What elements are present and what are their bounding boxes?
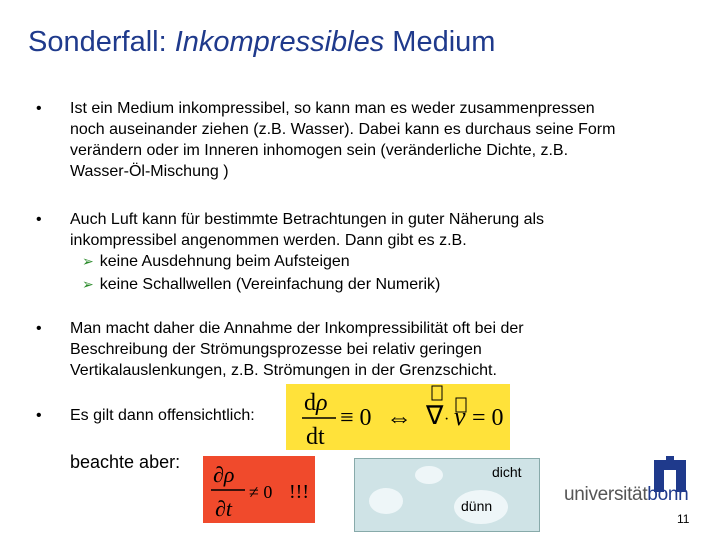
page-number: 11 <box>677 512 690 526</box>
bullet-marker: • <box>36 100 42 117</box>
formula-eq: = 0 <box>472 405 504 431</box>
partial-formula <box>203 456 315 523</box>
sub-item-2 <box>82 274 440 295</box>
label-dicht: dicht <box>492 464 522 480</box>
formula-red-svg <box>203 456 315 523</box>
formula-equiv: ≡ 0 <box>340 405 372 431</box>
formula-rho: ρ <box>316 390 328 416</box>
formula-v: v <box>454 402 466 431</box>
title-suffix: Medium <box>384 26 496 58</box>
continuity-formula <box>286 384 510 450</box>
formula-excl: !!! <box>289 481 309 503</box>
formula-d: d <box>304 390 316 416</box>
bullet-text: Auch Luft kann für bestimmte Betrachtungen in guter Näherung als inkompressibel angenommen werden. Dann gibt es z.B. <box>70 211 545 249</box>
title-italic: Inkompressibles <box>174 26 385 58</box>
formula-neq: ≠ 0 <box>249 482 273 502</box>
slide-title <box>28 26 495 59</box>
formula-dt: dt <box>306 424 325 450</box>
bullet-marker: • <box>36 320 42 337</box>
formula-svg <box>286 384 510 450</box>
bullet-marker: • <box>36 211 42 228</box>
blob-shape <box>369 488 403 514</box>
placeholder-glyph-icon <box>432 386 442 400</box>
title-prefix: Sonderfall: <box>28 26 175 58</box>
bullet-text: Ist ein Medium inkompressibel, so kann man es weder zusammenpressen noch auseinander ziehen (z.B. Wasser). Dabei kann es durchaus seine Form verändern oder im Inneren inhomogen sein (veränderliche Dichte, z.B. Wasser-Öl-Mischung ) <box>70 100 616 180</box>
formula-nabla: ∇ <box>426 401 444 430</box>
sub-item-1 <box>82 251 350 272</box>
svg-text:·: · <box>444 411 450 428</box>
formula-iff: ⇔ <box>386 403 412 432</box>
beachte-label: beachte aber: <box>70 452 181 472</box>
formula-partial-t: ∂t <box>215 496 232 521</box>
bullet-marker: • <box>36 407 42 424</box>
formula-partial-rho: ∂ρ <box>213 462 235 487</box>
logo-prefix: universität <box>564 484 648 505</box>
logo-suffix: bonn <box>647 484 689 505</box>
label-duenn: dünn <box>461 498 493 514</box>
svg-text:dρ <box>304 390 328 416</box>
bullet-text: Man macht daher die Annahme der Inkompressibilität oft bei der Beschreibung der Strömungsprozesse bei relativ geringen Vertikalauslenkungen, z.B. Strömungen in der Grenzschicht. <box>70 320 524 379</box>
diagram-svg <box>355 459 539 531</box>
logo-wordmark <box>564 484 688 506</box>
arrow-icon: ➢ <box>82 253 94 269</box>
bullet-text: Es gilt dann offensichtlich: <box>70 407 255 424</box>
blob-shape <box>415 466 443 484</box>
sub-item-text: keine Schallwellen (Vereinfachung der Numerik) <box>99 276 441 293</box>
sub-item-text: keine Ausdehnung beim Aufsteigen <box>99 253 350 270</box>
arrow-icon: ➢ <box>82 276 94 292</box>
density-diagram <box>354 458 540 532</box>
